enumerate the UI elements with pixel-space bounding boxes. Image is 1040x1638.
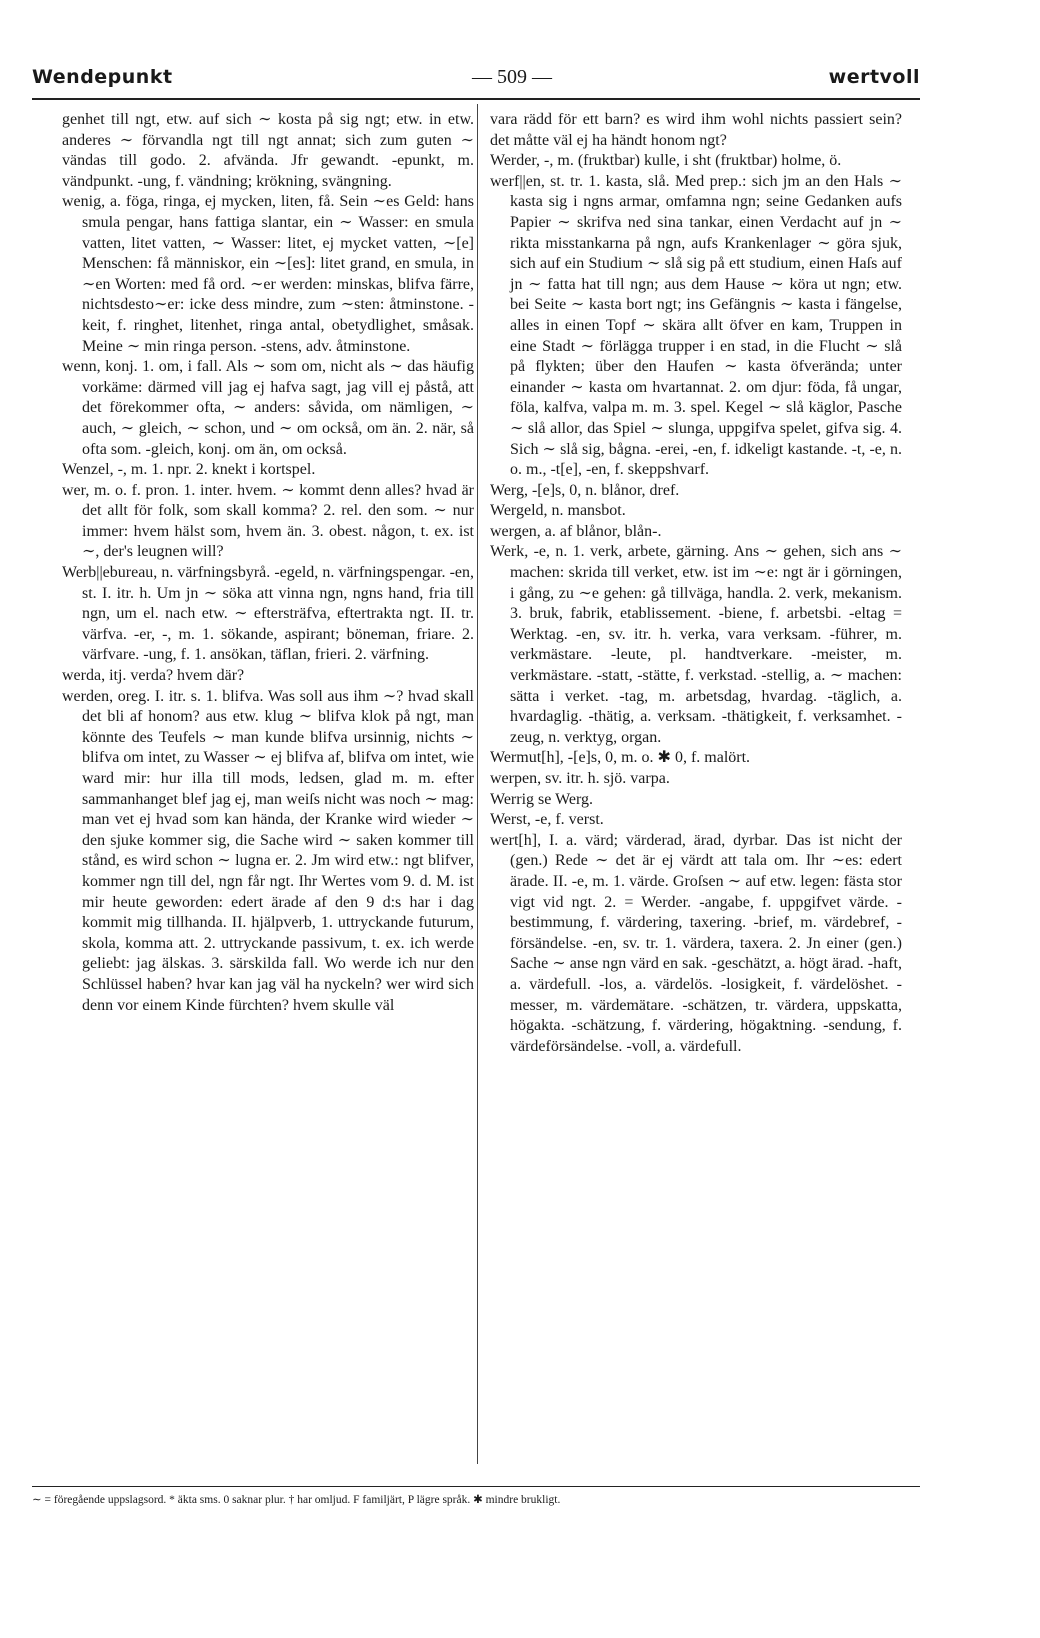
dictionary-entry: werda, itj. verda? hvem där? <box>62 667 245 685</box>
dictionary-entry: wer, m. o. f. pron. 1. inter. hvem. ∼ kommt denn alles? hvad är det allt för folk, som skall komma? 2. rel. den som. ∼ nur immer: hvem hälst som, hvem än. 3. obest. någon, t. ex. ist ∼, der's leugnen will? <box>62 481 474 561</box>
page-number: — 509 — <box>472 66 552 88</box>
footer-rule <box>32 1486 920 1487</box>
abbreviation-legend: ∼ = föregående uppslagsord. * äkta sms. 0 saknar plur. † har omljud. F familjärt, P lägre språk. ✱ mindre brukligt. <box>32 1494 561 1506</box>
dictionary-entry: Wermut[h], -[e]s, 0, m. o. ✱ 0, f. malört. <box>490 749 751 767</box>
header-rule <box>32 98 920 100</box>
header-first-word: Wendepunkt <box>32 66 173 88</box>
dictionary-entry: Wergeld, n. mansbot. <box>490 502 626 520</box>
dictionary-entry: werpen, sv. itr. h. sjö. varpa. <box>490 770 670 787</box>
header-last-word: wertvoll <box>828 66 920 88</box>
left-column <box>62 110 474 1470</box>
dictionary-entry: wergen, a. af blånor, blån-. <box>490 522 662 540</box>
dictionary-entry: Werst, -e, f. verst. <box>490 811 604 829</box>
dictionary-entry: wenig, a. föga, ringa, ej mycken, liten, få. Sein ∼es Geld: hans smula pengar, hans fattiga slantar, ein ∼ Wasser: en smula vatten, litet vatten, ∼ Wasser: litet, ej mycket vatten, ∼[e] Menschen: få människor, ein ∼[es]: litet grand, en smula, in ∼en Worten: med få ord. ∼er werden: minskas, blifva färre, nichtsdesto∼er: icke dess mindre, zum ∼sten: åtminstone. -keit, f. ringhet, litenhet, ringa antal, obetydlighet, småsak. Meine ∼ min ringa person. -stens, adv. åtminstone. <box>62 193 474 355</box>
dictionary-entry: Werb||ebureau, n. värfningsbyrå. -egeld, n. värfningspengar. -en, st. I. itr. h. Um jn ∼ söka att vinna ngn, ngns hand, fria till ngn, um el. nach etw. ∼ eftersträfva, eftertrakta ngt. II. tr. värfva. -er, -, m. 1. sökande, aspirant; böneman, friare. 2. värfvare. -ung, f. 1. ansökan, täflan, frieri. 2. värfning. <box>62 564 474 664</box>
dictionary-entry: werf||en, st. tr. 1. kasta, slå. Med prep.: sich jm an den Hals ∼ kasta sig i ngns armar, omfamna ngn; seine Gedanken aufs Papier ∼ skrifva ned sina tankar, einen Verdacht auf jn ∼ rikta misstankarna på ngn, aufs Krankenlager ∼ göra sjuk, sich auf ein Studium ∼ slå sig på ett studium, einen Haſs auf jn ∼ fatta hat till ngn; aus dem Hause ∼ köra ut ngn; etw. bei Seite ∼ kasta bort ngt; ins Gefängnis ∼ kasta i fängelse, alles in einen Topf ∼ skära allt öfver en kam, Truppen in eine Stadt ∼ förlägga trupper i en stad, in die Flucht ∼ slå på flykten; über den Haufen ∼ kasta öfverända; unter einander ∼ kasta om hvartannat. 2. om djur: föda, få ungar, föla, kalfva, valpa m. m. 3. spel. Kegel ∼ slå käglor, Pasche ∼ slå allor, das Spiel ∼ slunga, uppgifva spelet, gifva sig. 4. Sich ∼ slå sig, bågna. -erei, -en, f. idkeligt kastande. -t, -e, n. o. m., -t[e], -en, f. skeppshvarf. <box>490 172 902 479</box>
dictionary-entry: genhet till ngt, etw. auf sich ∼ kosta på sig ngt; etw. in etw. anderes ∼ förvandla ngt till ngt annat; sich zum guten ∼ vändas till godo. 2. afvända. Jfr gewandt. -epunkt, m. vändpunkt. -ung, f. vändning; krökning, svängning. <box>62 111 474 190</box>
dictionary-entry: wenn, konj. 1. om, i fall. Als ∼ som om, nicht als ∼ das häufig vorkäme: därmed vill jag ej hafva sagt, jag vill ej påstå, att det förekommer ofta, ∼ anders: såvida, om nämligen, ∼ auch, ∼ gleich, ∼ schon, und ∼ om också, om än. 2. när, så ofta som. -gleich, konj. om än, om också. <box>62 358 474 458</box>
right-column <box>490 110 902 1470</box>
dictionary-entry: Werder, -, m. (fruktbar) kulle, i sht (fruktbar) holme, ö. <box>490 152 842 170</box>
page-header <box>32 66 920 96</box>
dictionary-entry: wert[h], I. a. värd; värderad, ärad, dyrbar. Das ist nicht der (gen.) Rede ∼ det är ej värdt att tala om. Ihr ∼es: edert ärade. II. -e, m. 1. värde. Groſsen ∼ auf etw. legen: fästa stor vigt vid ngt. 2. = Werder. -angabe, f. uppgifvet värde. -bestimmung, f. värdering, taxering. -brief, m. värdebref, -försändelse. -en, sv. tr. 1. värdera, taxera. 2. Jn einer (gen.) Sache ∼ anse ngn värd en sak. -geschätzt, a. högt ärad. -haft, a. värdefull. -los, a. värdelös. -losigkeit, f. värdelöshet. -messer, m. värdemätare. -schätzen, tr. värdera, uppskatta, högakta. -schätzung, f. värdering, högaktning. -sendung, f. värdeförsändelse. -voll, a. värdefull. <box>490 831 902 1055</box>
dictionary-entry: Wenzel, -, m. 1. npr. 2. knekt i kortspel. <box>62 461 316 479</box>
column-divider <box>477 104 478 1464</box>
dictionary-entry: Werk, -e, n. 1. verk, arbete, gärning. Ans ∼ gehen, sich ans ∼ machen: skrida till verket, etw. ist im ∼e: ngt är i görningen, i gång, zu ∼e gehen: gå tillväga, handla. 2. verk, mekanism. 3. bruk, fabrik, etablissement. -biene, f. arbetsbi. -eltag = Werktag. -en, sv. itr. h. verka, vara verksam. -führer, m. verkmästare. -leute, pl. handtverkare. -meister, m. verkmästare. -statt, -stätte, f. verkstad. -stellig, a. ∼ machen: sätta i verket. -tag, m. arbetsdag, hvardag. -täglich, a. hvardaglig. -thätig, a. verksam. -thätigkeit, f. verksamhet. -zeug, n. verktyg, organ. <box>490 543 902 746</box>
dictionary-entry: Werrig se Werg. <box>490 790 594 808</box>
dictionary-entry: werden, oreg. I. itr. s. 1. blifva. Was soll aus ihm ∼? hvad skall det bli af honom? aus etw. klug ∼ blifva klok på ngt, man könnte des Teufels ∼ man kunde blifva ursinnig, nichts ∼ blifva om intet, zu Wasser ∼ ej blifva af, blifva om intet, wie ward mir: hur illa till mods, ledsen, glad m. m. efter sammanhanget blef jag ej, man weiſs nicht was noch ∼ mag: man vet ej hvad som kan hända, der Kranke wird wieder ∼ den sjuke kommer sig, die Sache wird ∼ saken kommer till stånd, es wird schon ∼ lugna er. 2. Jm wird etw.: ngt blifver, kommer ngn till del, ngn får ngt. Ihr Wertes vom 9. d. M. ist mir heute geworden: edert ärade af den 9 d:s har i dag kommit mig tillhanda. II. hjälpverb, 1. uttryckande futurum, skola, komma att. 2. uttryckande passivum, t. ex. ich werde geliebt: jag älskas. 3. särskilda fall. Wo werde ich nur den Schlüssel haben? hvar kan jag väl ha nyckeln? wer wird sich denn vor einem Kinde fürchten? hvem skulle väl <box>62 687 474 1014</box>
dictionary-entry: vara rädd för ett barn? es wird ihm wohl nichts passiert sein? det måtte väl ej ha händt honom ngt? <box>490 111 902 149</box>
dictionary-entry: Werg, -[e]s, 0, n. blånor, dref. <box>490 481 680 499</box>
